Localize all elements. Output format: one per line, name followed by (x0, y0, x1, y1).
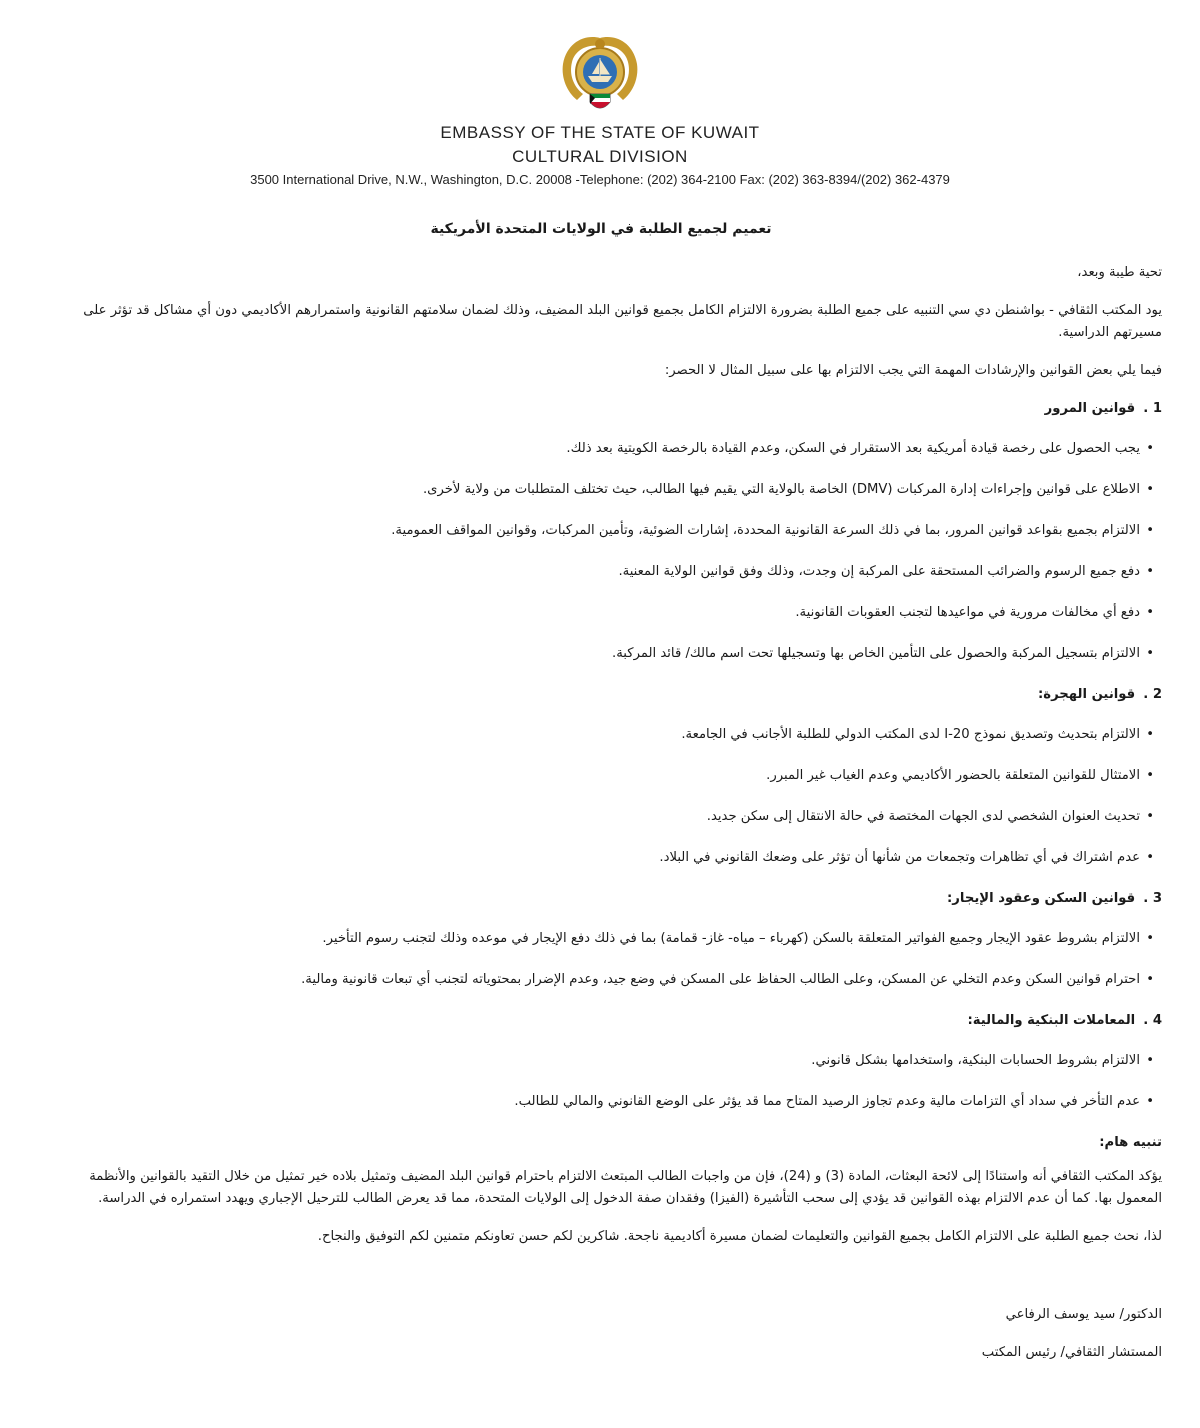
section-heading (40, 684, 1162, 706)
section-number: 4 . (1143, 1013, 1162, 1028)
section-heading (40, 1010, 1162, 1032)
subject-line: تعميم لجميع الطلبة في الولايات المتحدة الأمريكية (430, 221, 772, 237)
kuwait-emblem-icon (555, 30, 645, 122)
note-heading: تنبيه هام: (1099, 1135, 1162, 1150)
list-item: • دفع أي مخالفات مرورية في مواعيدها لتجنب العقوبات القانونية. (40, 602, 1154, 624)
lead-paragraph: فيما يلي بعض القوانين والإرشادات المهمة التي يجب الالتزام بها على سبيل المثال لا الحصر: (664, 363, 1162, 378)
list-item: • عدم التأخر في سداد أي التزامات مالية وعدم تجاوز الرصيد المتاح مما قد يؤثر على الوضع القانوني والمالي للطالب. (40, 1091, 1154, 1113)
list-item: • الامتثال للقوانين المتعلقة بالحضور الأكاديمي وعدم الغياب غير المبرر. (40, 765, 1154, 787)
section-title: قوانين السكن وعقود الإيجار: (947, 891, 1136, 906)
list-item: • الالتزام بتسجيل المركبة والحصول على التأمين الخاص بها وتسجيلها تحت اسم مالك/ قائد المركبة. (40, 643, 1154, 665)
section-heading (40, 888, 1162, 910)
greeting: تحية طيبة وبعد، (1077, 265, 1162, 280)
document-body (40, 210, 1162, 1380)
section-number: 2 . (1143, 687, 1162, 702)
intro-paragraph: يود المكتب الثقافي - بواشنطن دي سي التنبيه على جميع الطلبة بضرورة الالتزام الكامل بجميع قوانين البلد المضيف، وذلك لضمان سلامتهم القانونية واستمرارهم الأكاديمي دون أي مشاكل قد تؤثر على مسيرتهم الدراسية. (83, 303, 1162, 340)
embassy-title: EMBASSY OF THE STATE OF KUWAIT (440, 123, 760, 142)
list-item: • الالتزام بشروط عقود الإيجار وجميع الفواتير المتعلقة بالسكن (كهرباء – مياه- غاز- قمامة) بما في ذلك دفع الإيجار في موعده وذلك لتجنب رسوم التأخير. (40, 928, 1154, 950)
list-item: • دفع جميع الرسوم والضرائب المستحقة على المركبة إن وجدت، وذلك وفق قوانين الولاية المعنية. (40, 561, 1154, 583)
section-heading (40, 398, 1162, 420)
signature-block (40, 1304, 1162, 1364)
list-item: • عدم اشتراك في أي تظاهرات وتجمعات من شأنها أن تؤثر على وضعك القانوني في البلاد. (40, 847, 1154, 869)
section-banking (40, 1010, 1162, 1113)
list-item: • الالتزام بتحديث وتصديق نموذج I-20 لدى المكتب الدولي للطلبة الأجانب في الجامعة. (40, 724, 1154, 746)
section-title: المعاملات البنكية والمالية: (967, 1013, 1136, 1028)
division-title: CULTURAL DIVISION (512, 147, 688, 166)
signatory-position: المستشار الثقافي/ رئيس المكتب (981, 1345, 1162, 1360)
note-paragraph: يؤكد المكتب الثقافي أنه واستنادًا إلى لائحة البعثات، المادة (3) و (24)، فإن من واجبات الطالب المبتعث الالتزام باحترام قوانين البلد المضيف وتمثيل بلاده خير تمثيل من خلال التقيد بالقوانين والأنظمة المعمول بها. كما أن عدم الالتزام بهذه القوانين قد يؤدي إلى سحب التأشيرة (الفيزا) وفقدان صفة الدخول إلى الولايات المتحدة، مما قد يعرض الطالب للترحيل الإجباري ويهدد استمراره في الدراسة. (89, 1169, 1162, 1206)
bullet-list (40, 724, 1162, 869)
bullet-list (40, 438, 1162, 665)
section-title: قوانين المرور (1044, 401, 1136, 416)
list-item: • احترام قوانين السكن وعدم التخلي عن المسكن، وعلى الطالب الحفاظ على المسكن في وضع جيد، وعدم الإضرار بمحتوياته لتجنب أي تبعات قانونية ومالية. (40, 969, 1154, 991)
list-item: • الالتزام بشروط الحسابات البنكية، واستخدامها بشكل قانوني. (40, 1050, 1154, 1072)
signatory-name: الدكتور/ سيد يوسف الرفاعي (1005, 1307, 1162, 1322)
section-title: قوانين الهجرة: (1038, 687, 1136, 702)
section-number: 3 . (1143, 891, 1162, 906)
section-housing (40, 888, 1162, 991)
list-item: • يجب الحصول على رخصة قيادة أمريكية بعد الاستقرار في السكن، وعدم القيادة بالرخصة الكويتية بعد ذلك. (40, 438, 1154, 460)
bullet-list (40, 1050, 1162, 1113)
closing-paragraph: لذا، نحث جميع الطلبة على الالتزام الكامل بجميع القوانين والتعليمات لضمان مسيرة أكاديمية ناجحة. شاكرين لكم حسن تعاونكم متمنين لكم التوفيق والنجاح. (317, 1229, 1162, 1244)
section-number: 1 . (1143, 401, 1162, 416)
bullet-list (40, 928, 1162, 991)
section-traffic (40, 398, 1162, 665)
section-immigration (40, 684, 1162, 869)
list-item: • الالتزام بجميع بقواعد قوانين المرور، بما في ذلك السرعة القانونية المحددة، إشارات الضوئية، وتأمين المركبات، وقوانين المواقف العمومية. (40, 520, 1154, 542)
list-item: • الاطلاع على قوانين وإجراءات إدارة المركبات (DMV) الخاصة بالولاية التي يقيم فيها الطالب، حيث تختلف المتطلبات من ولاية لأخرى. (40, 479, 1154, 501)
list-item: • تحديث العنوان الشخصي لدى الجهات المختصة في حالة الانتقال إلى سكن جديد. (40, 806, 1154, 828)
address-line: 3500 International Drive, N.W., Washington, D.C. 20008 -Telephone: (202) 364-2100 Fax: (202) 363-8394/(202) 362-4379 (250, 172, 950, 187)
